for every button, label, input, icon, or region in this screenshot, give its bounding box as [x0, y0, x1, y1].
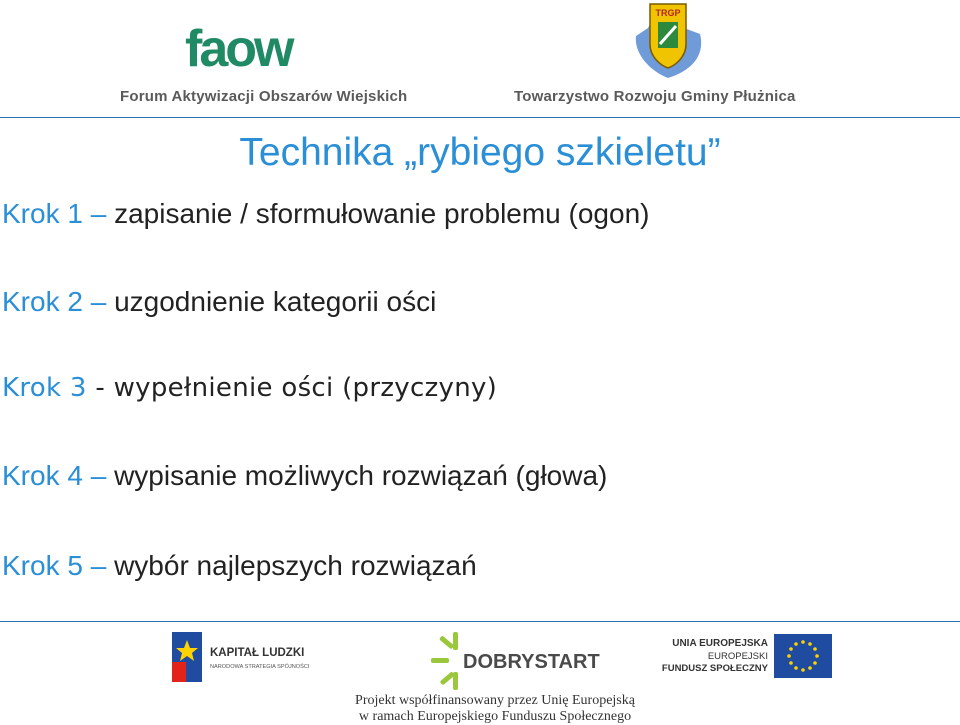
kl-title: KAPITAŁ LUDZKI: [210, 647, 305, 659]
trgp-crest-logo: [628, 0, 710, 82]
step-3-text: wypełnienie ości (przyczyny): [113, 373, 498, 403]
footer-divider: [0, 621, 960, 622]
step-4-text: wypisanie możliwych rozwiązań (głowa): [114, 460, 608, 491]
step-3-label: Krok 3: [2, 373, 87, 403]
kapital-ludzki-logo: [170, 628, 325, 688]
step-5: [2, 548, 477, 584]
eu-line-3: FUNDUSZ SPOŁECZNY: [661, 663, 768, 674]
step-5-label: Krok 5: [2, 550, 83, 581]
dobry-start-logo: [425, 626, 605, 696]
step-3: [2, 370, 497, 406]
kl-mark-red: [172, 662, 186, 682]
faow-logo: [183, 22, 363, 74]
step-2-text: uzgodnienie kategorii ości: [114, 286, 437, 317]
crest-text: TRGP: [655, 8, 681, 18]
step-3-separator: -: [86, 373, 114, 403]
footer-note-line-1: Projekt współfinansowany przez Unię Europejską: [355, 693, 635, 708]
header-divider: [0, 117, 960, 118]
ds-text: DOBRYSTART: [463, 651, 600, 673]
step-1-text: zapisanie / sformułowanie problemu (ogon): [114, 198, 650, 229]
footer-note-line-2: w ramach Europejskiego Funduszu Społecznego: [358, 709, 632, 724]
step-1-label: Krok 1: [2, 198, 83, 229]
step-2: [2, 284, 436, 320]
step-4-separator: –: [82, 460, 115, 491]
eu-line-2: EUROPEJSKI: [707, 651, 768, 662]
faow-logo-text: faow: [185, 22, 292, 74]
slide-title: Technika „rybiego szkieletu”: [239, 131, 721, 174]
step-5-separator: –: [82, 550, 115, 581]
step-2-separator: –: [82, 286, 115, 317]
ds-burst-icon: [431, 632, 458, 690]
trgp-caption: Towarzystwo Rozwoju Gminy Płużnica: [514, 88, 796, 105]
eu-line-1: UNIA EUROPEJSKA: [672, 638, 768, 649]
eu-efs-logo: [650, 630, 835, 688]
step-2-label: Krok 2: [2, 286, 83, 317]
step-5-text: wybór najlepszych rozwiązań: [114, 550, 477, 581]
faow-caption: Forum Aktywizacji Obszarów Wiejskich: [120, 88, 408, 105]
step-1: [2, 196, 649, 232]
step-1-separator: –: [82, 198, 115, 229]
step-4: [2, 458, 607, 494]
step-4-label: Krok 4: [2, 460, 83, 491]
footer-note: [300, 693, 690, 725]
kl-subtitle: NARODOWA STRATEGIA SPÓJNOŚCI: [210, 664, 310, 670]
